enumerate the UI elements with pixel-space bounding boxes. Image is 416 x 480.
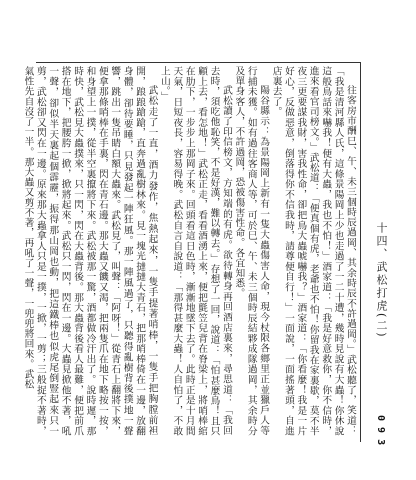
body-text [22,66,356,436]
paragraph-4: 武松走了一直，酒力發作，焦熱起來，一隻手提著哨棒，一隻手把胸膛前袒開，踉踉蹌蹌，直奔過亂樹林來。見一塊光撻撻大青石，把那哨棒倚在一邊，放翻身體，卻待要睡，只見發起一陣狂風。那一陣風過了，只聽得亂樹背後撲地一聲響，跳出一隻吊睛白額大蟲來。武松見了，叫聲：「阿呀！」從青石上翻將下來，便拿那條哨棒在手裏，閃在青石邊。那大蟲又饑又渴，把兩隻爪在地下略按一按，和身望上一撲，從半空裏攛將下來。武松被那一驚，酒都做冷汗出了。說時遲，那時快，武松見大蟲撲來，只一閃，閃在大蟲背後。那大蟲背後看人最難，便把前爪搭在地下，把腰胯一掀，掀將起來。武松只一閃，閃在一邊。大蟲見掀他不著，吼一聲，卻似半天裏起個霹靂，振得那山岡也動，把這鐵棒也似虎尾倒豎起來只一剪，武松卻又閃在一邊。原來那大蟲拿人只是一撲，一掀，一剪；三般捉不著時，氣性先自沒了一半。那大蟲又剪不著，再吼了一聲，一兜兜將回來。武松 [22,66,158,436]
page-number: 0 9 3 [375,415,386,446]
top-rule [36,62,360,63]
paragraph-2-notice: 陽谷縣示：為景陽岡上新有一隻大蟲傷害人命，現今杖限各鄉里正並獵戶人等行捕未獲。如有過往客商人等，可於巳、午、未三個時辰結夥成隊過岡，其余時分及單身客人，不許過岡，恐被傷害性命。各宜知悉。 [233,66,270,436]
paragraph-1: 往客房市酬巳、午、未三個時辰過岡、其余時辰不許過岡。」武松聽了，笑道：「我是清河縣人氏，這條景陽岡上少也走過了一二十遭，幾時見說有大蟲！你休說這般鳥話來嚇我！便有大蟲，我也不怕！」酒家道：「我是好意救你，你不信時，進來看官司榜文。」武松道：「便真個有虎，老爺也不怕！你留我在家裏歇，莫不半夜三更要謀我財，害我性命，卻把鳥大蟲唬嚇我？」酒家道：「你看麼！我是一片好心，反做惡意，倒落得你不信我時，請尊便自行！」一面說，一面搖著頭，自進店裏去了。 [270,66,356,436]
right-rule [360,62,361,442]
paragraph-3: 武松讀了印信榜文，方知端的有虎。欲待轉身再回酒店裏來，尋思道：「我回去時，須吃他恥笑，不是好漢，難以轉去。」存想了一回，說道：「怕甚麼鳥！且只顧上去，看怎地！」武松正走，看看酒湧上來，便把氈笠兒背在脊梁上，將哨棒綰在肋下，一步步上那岡子來。回頭看這日色時，漸漸地墜下去了。此時正是十月間天氣，日短夜長，容易得晚。武松自言自說道：「那得甚麼大蟲！人自怕了，不敢上山。」 [158,66,232,436]
running-head: 十四、武松打虎(二) [375,222,388,339]
